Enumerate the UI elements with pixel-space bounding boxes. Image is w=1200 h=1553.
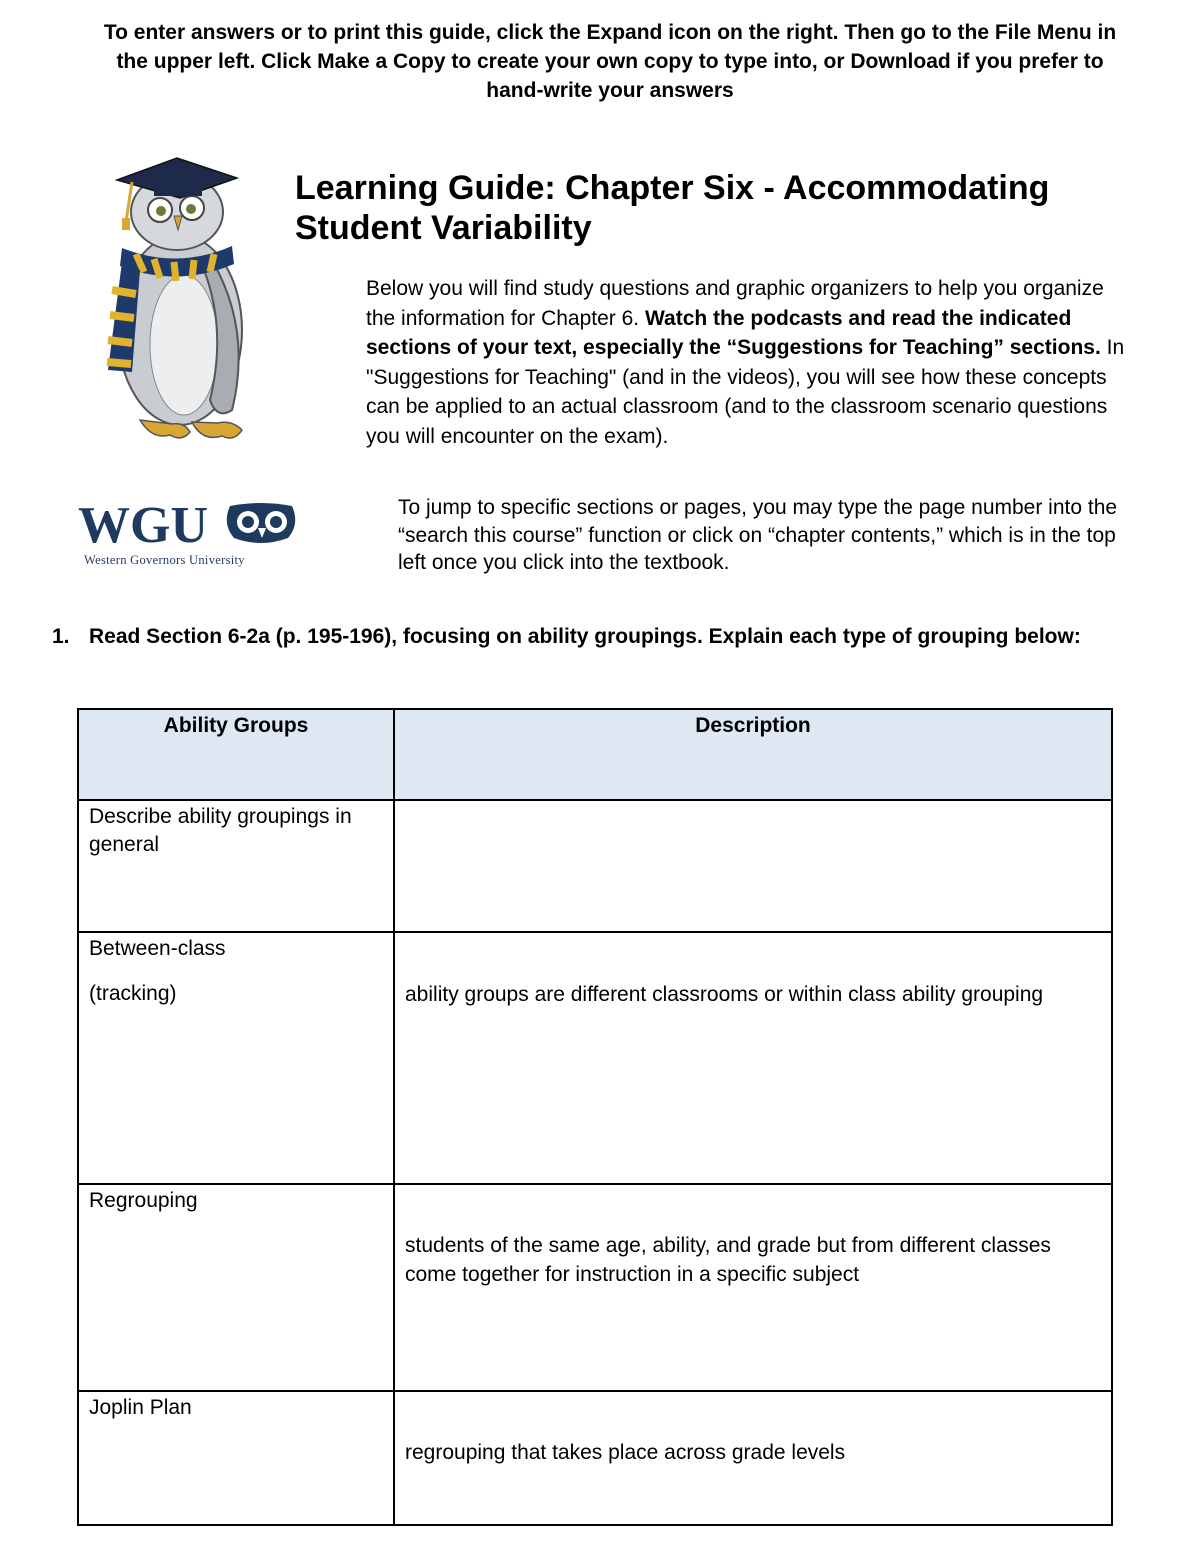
row-sublabel: (tracking) bbox=[89, 982, 177, 1005]
header-ability-groups: Ability Groups bbox=[78, 709, 394, 800]
wgu-logo bbox=[78, 498, 300, 570]
row-label-cell bbox=[78, 800, 394, 932]
question-number: 1. bbox=[52, 625, 70, 648]
intro-text-2: In "Suggestions for Teaching" (and in the videos), you will see how these concepts can be applied to an actual classroom (and to the classroom scenario questions you will encounter on the exam). bbox=[366, 336, 1125, 448]
answer-cell[interactable] bbox=[394, 932, 1112, 1184]
table-row bbox=[78, 800, 1112, 932]
wgu-logo-letters: WGU bbox=[78, 498, 208, 554]
intro-paragraph bbox=[366, 274, 1136, 451]
row-label: Joplin Plan bbox=[89, 1396, 192, 1419]
wgu-logo-subtitle: Western Governors University bbox=[84, 553, 245, 567]
table-row bbox=[78, 932, 1112, 1184]
row-label-cell bbox=[78, 932, 394, 1184]
answer-cell[interactable] bbox=[394, 800, 1112, 932]
owl-logo-icon bbox=[227, 503, 295, 543]
row-description: ability groups are different classrooms or within class ability grouping bbox=[405, 983, 1044, 1006]
row-label-cell bbox=[78, 1184, 394, 1391]
row-label: Between-class bbox=[89, 937, 226, 960]
table-row bbox=[78, 1391, 1112, 1525]
instructions-note: To enter answers or to print this guide, click the Expand icon on the right. Then go to the File Menu in the upper left. Click Make a Copy to create your own copy to type into, or Download if you prefer to hand-write your answers bbox=[103, 21, 1117, 102]
table-row bbox=[78, 1184, 1112, 1391]
intro-bold-text: Watch the podcasts and read the indicated sections of your text, especially the “Suggestions for Teaching” sections. bbox=[366, 306, 1101, 359]
question-text: Read Section 6-2a (p. 195-196), focusing on ability groupings. Explain each type of grouping below: bbox=[89, 625, 1081, 648]
answer-cell[interactable] bbox=[394, 1184, 1112, 1391]
page-title: Learning Guide: Chapter Six - Accommodating Student Variability bbox=[295, 169, 1050, 247]
header-description: Description bbox=[394, 709, 1112, 800]
owl-mascot-icon bbox=[92, 150, 262, 445]
row-label: Regrouping bbox=[89, 1189, 198, 1212]
row-label-cell bbox=[78, 1391, 394, 1525]
answer-cell[interactable] bbox=[394, 1391, 1112, 1525]
row-description: regrouping that takes place across grade levels bbox=[405, 1441, 846, 1464]
question-1 bbox=[52, 623, 1142, 650]
ability-groups-table bbox=[77, 708, 1113, 1526]
row-label: Describe ability groupings in general bbox=[89, 805, 352, 856]
row-description: students of the same age, ability, and grade but from different classes come together for instruction in a specific subject bbox=[405, 1234, 1051, 1286]
intro-text-1: Below you will find study questions and graphic organizers to help you organize the information for Chapter 6. bbox=[366, 277, 1104, 330]
table-header-row bbox=[78, 709, 1112, 800]
jump-note: To jump to specific sections or pages, you may type the page number into the “search this course” function or click on “chapter contents,” which is in the top left once you click into the textbook. bbox=[398, 496, 1118, 574]
